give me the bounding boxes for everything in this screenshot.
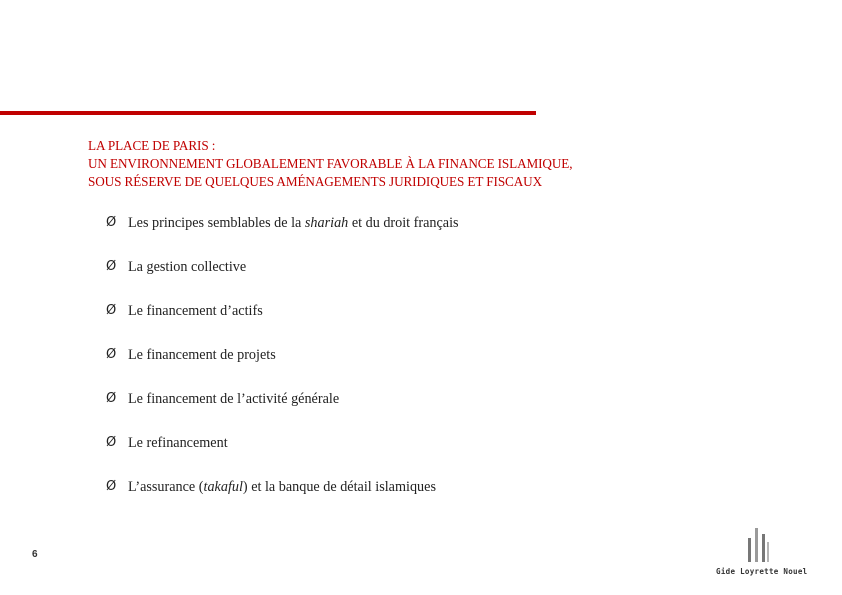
list-item [106, 257, 459, 301]
heading-line-2: UN ENVIRONNEMENT GLOBALEMENT FAVORABLE À LA FINANCE ISLAMIQUE, [88, 156, 573, 171]
list-item-text: Le refinancement [128, 435, 228, 451]
company-logo [716, 528, 808, 584]
page-number: 6 [32, 549, 38, 560]
arrow-bullet-icon: Ø [106, 215, 117, 230]
heading-line-3: SOUS RÉSERVE DE QUELQUES AMÉNAGEMENTS JURIDIQUES ET FISCAUX [88, 174, 543, 189]
logo-wordmark: Gide Loyrette Nouel [716, 567, 808, 576]
list-item-text: L’assurance (takaful) et la banque de détail islamiques [128, 479, 436, 495]
list-item-text: Les principes semblables de la shariah et du droit français [128, 215, 459, 231]
list-item-text: Le financement de l’activité générale [128, 391, 340, 407]
vertical-bars-logo-icon [747, 528, 771, 564]
arrow-bullet-icon: Ø [106, 391, 117, 406]
heading-line-1: LA PLACE DE PARIS : [88, 138, 216, 153]
arrow-bullet-icon: Ø [106, 435, 117, 450]
slide-heading [88, 137, 572, 191]
italic-term: takaful [203, 479, 243, 495]
list-item [106, 213, 459, 257]
red-divider-rule [0, 111, 536, 115]
list-item [106, 477, 459, 521]
list-item [106, 433, 459, 477]
list-item [106, 301, 459, 345]
arrow-bullet-icon: Ø [106, 347, 117, 362]
arrow-bullet-icon: Ø [106, 303, 117, 318]
italic-term: shariah [304, 215, 349, 231]
list-item [106, 345, 459, 389]
arrow-bullet-icon: Ø [106, 259, 117, 274]
bullet-list [106, 213, 459, 521]
arrow-bullet-icon: Ø [106, 479, 117, 494]
list-item-text: Le financement d’actifs [128, 303, 263, 319]
list-item-text: La gestion collective [128, 259, 247, 275]
list-item-text: Le financement de projets [128, 347, 276, 363]
list-item [106, 389, 459, 433]
